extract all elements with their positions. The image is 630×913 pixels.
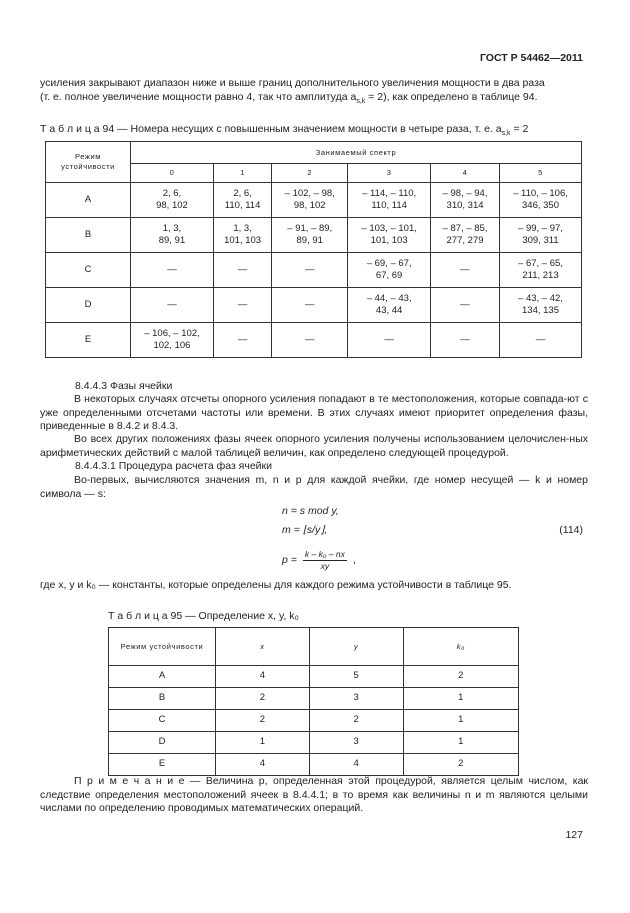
mode-cell: C xyxy=(46,253,131,288)
paragraph-3: Во-первых, вычисляются значения m, n и p для каждой ячейки, где номер несущей — k и номер символа — s: xyxy=(40,474,588,500)
column-header: x xyxy=(216,628,310,666)
carrier-cell: — xyxy=(213,253,271,288)
table-row xyxy=(109,688,519,710)
table-row xyxy=(46,183,582,218)
carrier-cell: – 69, – 67, 67, 69 xyxy=(348,253,431,288)
fraction xyxy=(303,549,347,572)
value-cell: 5 xyxy=(309,666,403,688)
value-cell: 2 xyxy=(216,710,310,732)
intro-line-2-end: = 2), как определено в таблице 94. xyxy=(365,90,538,103)
carrier-cell: – 110, – 106, 346, 350 xyxy=(499,183,581,218)
column-header: k₀ xyxy=(403,628,518,666)
formula-m: m = ⌊s/y⌋, xyxy=(282,524,328,536)
table-row xyxy=(109,754,519,776)
value-cell: 2 xyxy=(403,754,518,776)
column-header: 0 xyxy=(131,164,214,183)
carrier-cell: 2, 6, 98, 102 xyxy=(131,183,214,218)
table-row xyxy=(46,218,582,253)
carrier-cell: – 43, – 42, 134, 135 xyxy=(499,288,581,323)
table94-caption xyxy=(40,123,528,138)
table95-caption: Т а б л и ц а 95 — Определение x, y, k₀ xyxy=(108,610,299,622)
table-row xyxy=(46,253,582,288)
carrier-cell: — xyxy=(431,253,500,288)
table-row xyxy=(109,666,519,688)
value-cell: 4 xyxy=(216,754,310,776)
formula-p-lhs: p = xyxy=(282,553,297,566)
mode-cell: E xyxy=(46,323,131,358)
column-header: 2 xyxy=(272,164,348,183)
carrier-cell: — xyxy=(131,288,214,323)
value-cell: 2 xyxy=(309,710,403,732)
intro-line-1: усиления закрывают диапазон ниже и выше границ дополнительного увеличения мощности в два раза xyxy=(40,77,545,89)
table-94 xyxy=(45,141,582,358)
carrier-cell: — xyxy=(431,288,500,323)
formula-p-end: , xyxy=(352,553,356,566)
carrier-cell: – 114, – 110, 110, 114 xyxy=(348,183,431,218)
mode-cell: B xyxy=(46,218,131,253)
note xyxy=(40,775,588,816)
value-cell: 1 xyxy=(403,732,518,754)
carrier-cell: – 99, – 97, 309, 311 xyxy=(499,218,581,253)
mode-cell: C xyxy=(109,710,216,732)
subsection-heading: 8.4.4.3.1 Процедура расчета фаз ячейки xyxy=(75,460,273,472)
column-header: 4 xyxy=(431,164,500,183)
carrier-cell: – 98, – 94, 310, 314 xyxy=(431,183,500,218)
section-heading: 8.4.4.3 Фазы ячейки xyxy=(75,380,173,392)
value-cell: 1 xyxy=(216,732,310,754)
carrier-cell: – 106, – 102, 102, 106 xyxy=(131,323,214,358)
carrier-cell: — xyxy=(431,323,500,358)
value-cell: 2 xyxy=(403,666,518,688)
constants-paragraph: где x, y и k₀ — константы, которые определены для каждого режима устойчивости в таблице 95. xyxy=(40,579,512,591)
paragraph-2: Во всех других положениях фазы ячеек опорного усиления получены использованием целочислен-ных арифметических действий с малой таблицей величин, как определено следующей процедурой. xyxy=(40,433,588,459)
carrier-cell: — xyxy=(272,323,348,358)
column-header: 3 xyxy=(348,164,431,183)
mode-cell: D xyxy=(46,288,131,323)
carrier-cell: – 102, – 98, 98, 102 xyxy=(272,183,348,218)
carrier-cell: 2, 6, 110, 114 xyxy=(213,183,271,218)
table-95 xyxy=(108,627,519,776)
value-cell: 1 xyxy=(403,688,518,710)
paragraph-1: В некоторых случаях отсчеты опорного усиления попадают в те местоположения, которые совпада-ют с уже определенными отсчетами частоты или времени. В этих случаях имеют приоритет определения фазы, приведенные в 8.4.2 и 8.4.3. xyxy=(40,393,588,433)
carrier-cell: 1, 3, 101, 103 xyxy=(213,218,271,253)
table-row xyxy=(46,288,582,323)
page-number: 127 xyxy=(565,829,583,841)
value-cell: 3 xyxy=(309,688,403,710)
intro-line-2 xyxy=(40,91,588,106)
mode-header: Режим устойчивости xyxy=(46,142,131,183)
column-header: y xyxy=(309,628,403,666)
mode-cell: A xyxy=(46,183,131,218)
table94-caption-text: Т а б л и ц а 94 — Номера несущих с повышенным значением мощности в четыре раза, т. е. a xyxy=(40,123,502,135)
table-row xyxy=(109,732,519,754)
value-cell: 3 xyxy=(309,732,403,754)
intro-line-2-text: (т. е. полное увеличение мощности равно 4, так что амплитуда a xyxy=(40,90,357,103)
mode-cell: D xyxy=(109,732,216,754)
mode-cell: A xyxy=(109,666,216,688)
carrier-cell: — xyxy=(131,253,214,288)
carrier-cell: — xyxy=(213,323,271,358)
carrier-cell: — xyxy=(348,323,431,358)
formula-number: (114) xyxy=(559,524,583,536)
value-cell: 4 xyxy=(216,666,310,688)
mode-cell: B xyxy=(109,688,216,710)
spectrum-header: Занимаемый спектр xyxy=(131,142,582,164)
fraction-denominator: xy xyxy=(320,561,330,572)
value-cell: 1 xyxy=(403,710,518,732)
intro-paragraph xyxy=(40,77,588,106)
formula-p xyxy=(282,549,356,572)
carrier-cell: – 44, – 43, 43, 44 xyxy=(348,288,431,323)
table-row xyxy=(109,710,519,732)
formula-n: n = s mod y, xyxy=(282,505,339,517)
fraction-numerator: k – k₀ – nx xyxy=(303,549,347,561)
carrier-cell: — xyxy=(272,288,348,323)
value-cell: 4 xyxy=(309,754,403,776)
column-header: 1 xyxy=(213,164,271,183)
carrier-cell: – 67, – 65, 211, 213 xyxy=(499,253,581,288)
intro-subscript: s,k xyxy=(356,97,366,105)
carrier-cell: — xyxy=(213,288,271,323)
carrier-cell: – 91, – 89, 89, 91 xyxy=(272,218,348,253)
carrier-cell: — xyxy=(272,253,348,288)
column-header: 5 xyxy=(499,164,581,183)
table-row xyxy=(46,323,582,358)
carrier-cell: – 103, – 101, 101, 103 xyxy=(348,218,431,253)
carrier-cell: 1, 3, 89, 91 xyxy=(131,218,214,253)
mode-cell: E xyxy=(109,754,216,776)
table94-caption-sub: s,k xyxy=(501,130,511,138)
mode-header: Режим устойчивости xyxy=(109,628,216,666)
carrier-cell: – 87, – 85, 277, 279 xyxy=(431,218,500,253)
document-header: ГОСТ Р 54462—2011 xyxy=(479,52,583,64)
value-cell: 2 xyxy=(216,688,310,710)
carrier-cell: — xyxy=(499,323,581,358)
note-text: П р и м е ч а н и е — Величина p, определенная этой процедурой, является целым числом, как следствие определения местоположений ячеек в 8.4.4.1; в то время как величины n и m являются целыми числами по определению проводимых математических операций. xyxy=(40,775,588,815)
table94-caption-end: = 2 xyxy=(510,123,529,135)
